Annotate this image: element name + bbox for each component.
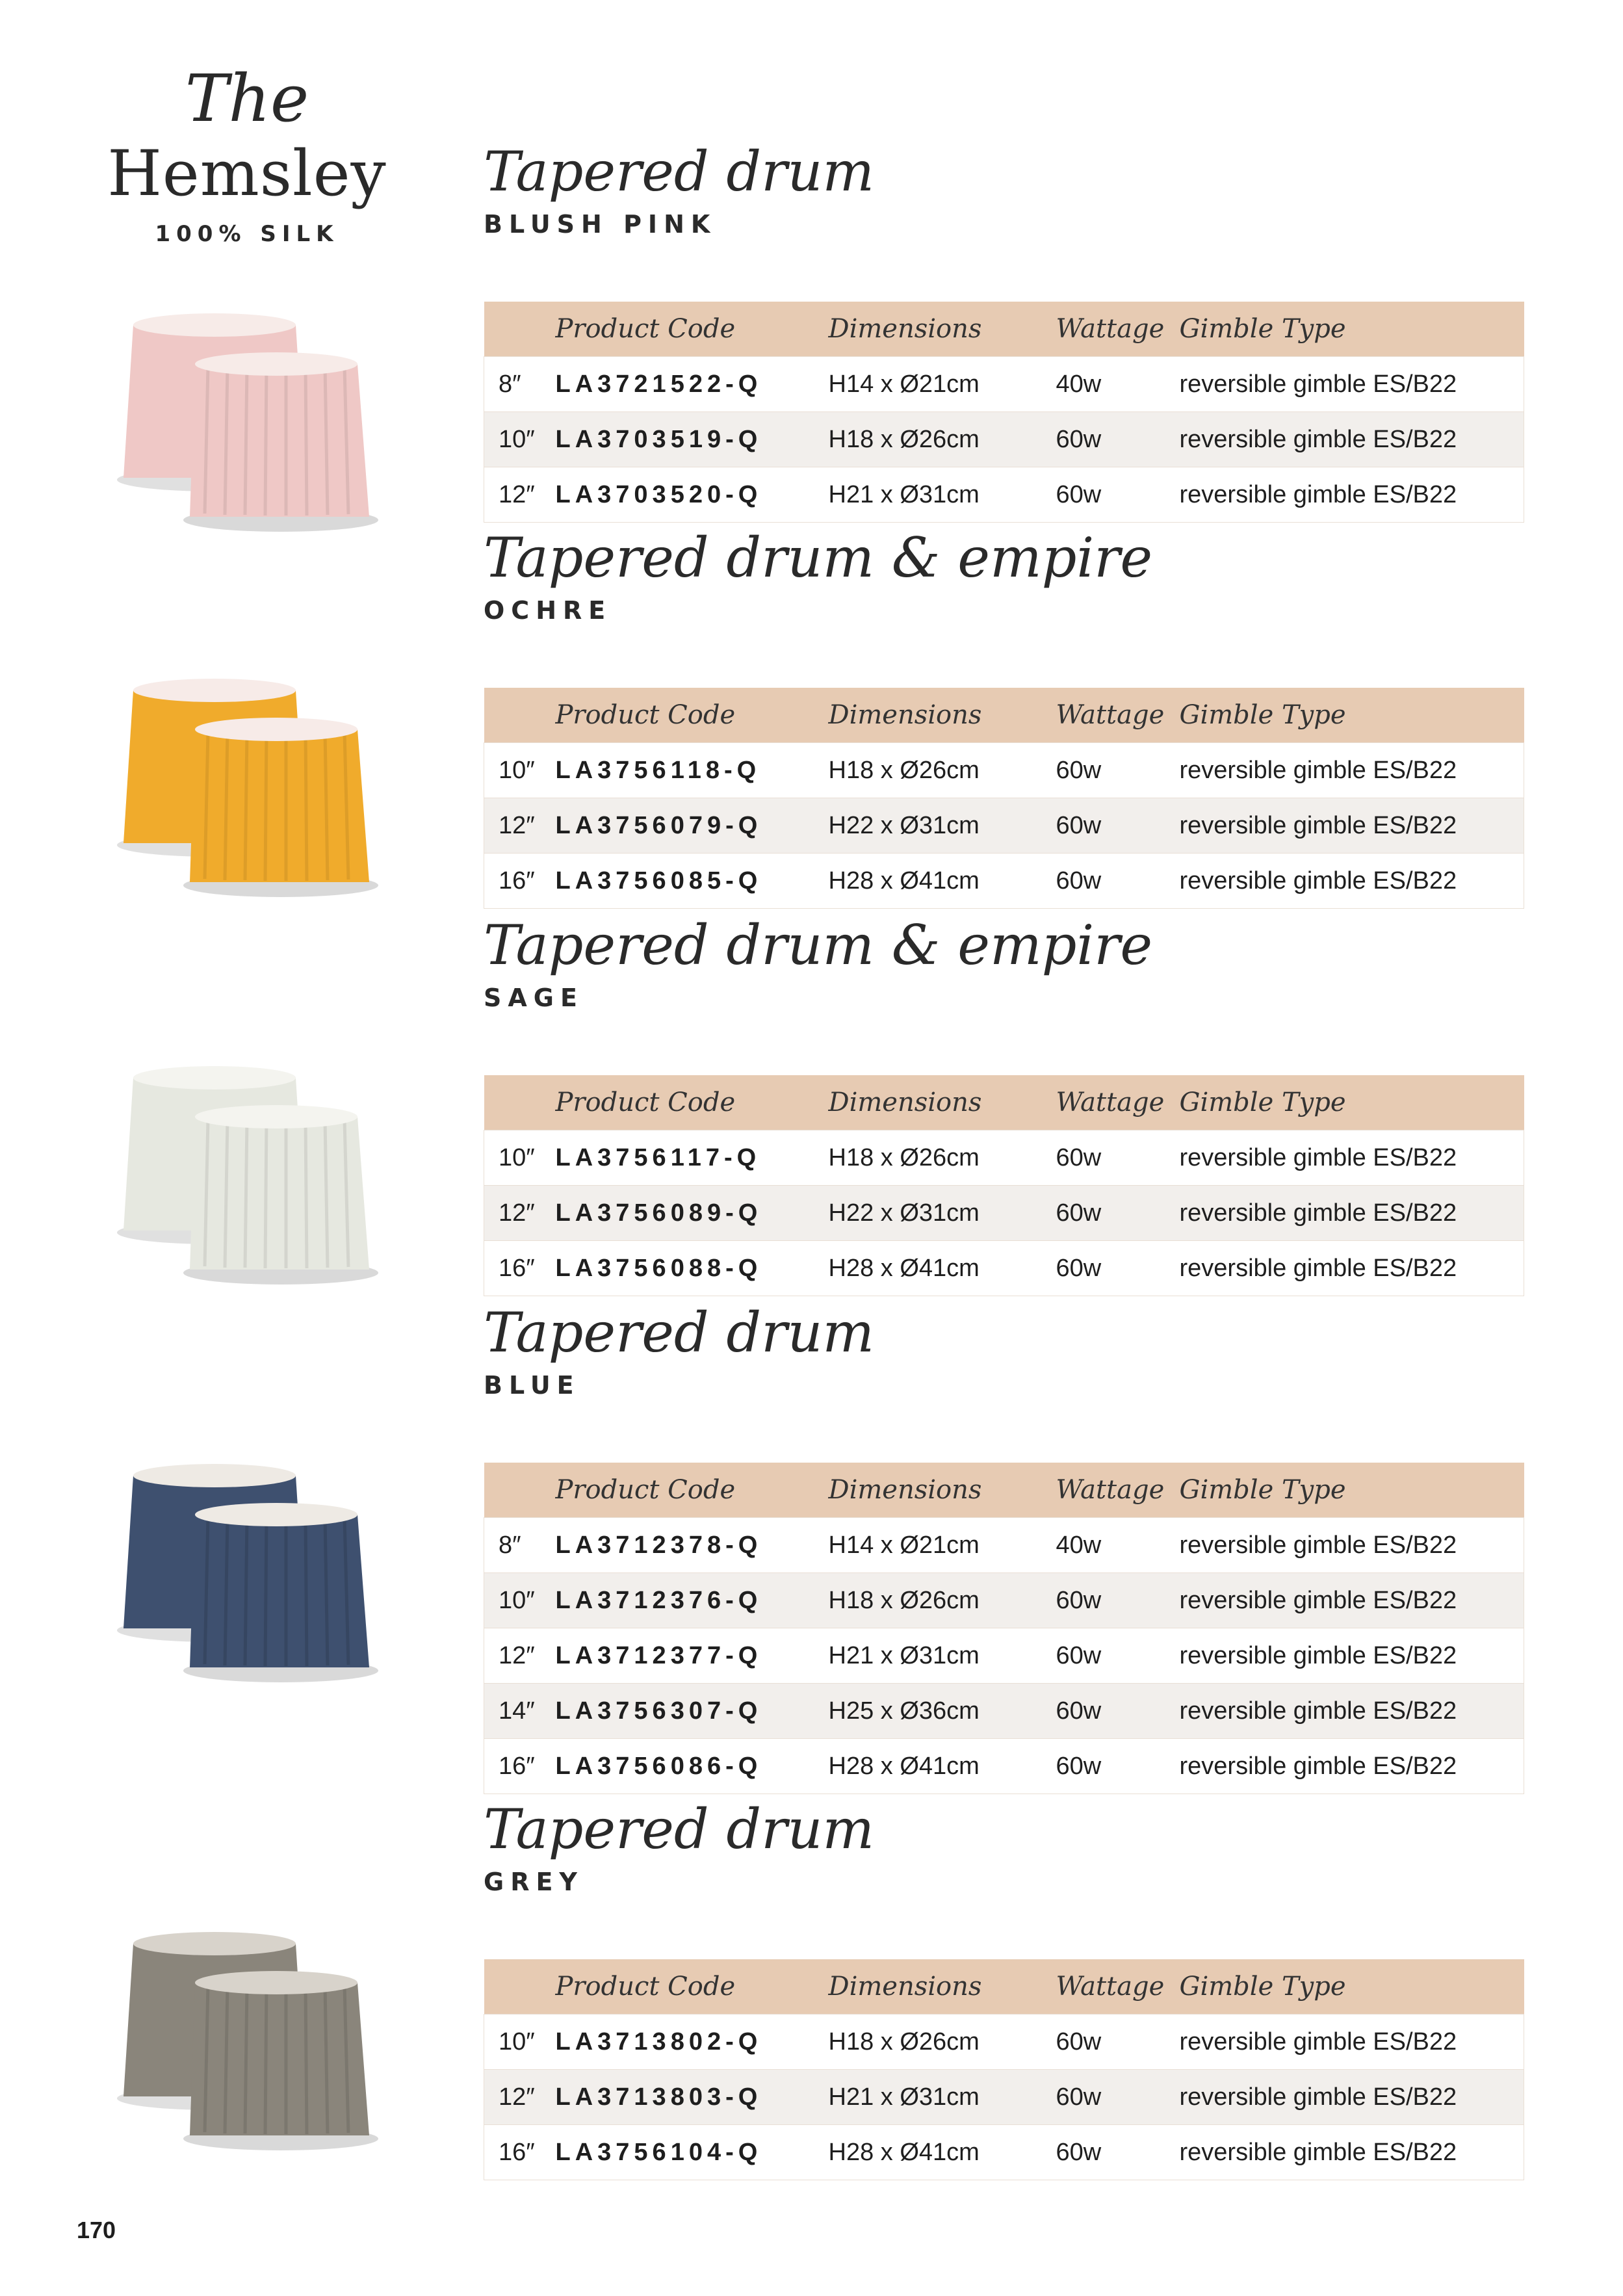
dimensions-cell: H22 x Ø31cm xyxy=(829,798,1056,854)
header-dimensions: Dimensions xyxy=(829,1075,1056,1130)
size-cell: 12″ xyxy=(484,2070,556,2125)
size-cell: 12″ xyxy=(484,1186,556,1241)
shade-front-rim xyxy=(195,1971,357,1994)
section-colour: BLUSH PINK xyxy=(484,210,717,239)
gimble-cell: reversible gimble ES/B22 xyxy=(1180,2070,1524,2125)
header-wattage: Wattage xyxy=(1056,688,1180,743)
page-number: 170 xyxy=(77,2217,116,2243)
header-product-code: Product Code xyxy=(556,302,829,357)
shade-back-rim xyxy=(133,1932,296,1955)
wattage-cell: 40w xyxy=(1056,1518,1180,1573)
header-gimble-type: Gimble Type xyxy=(1180,688,1524,743)
header-product-code: Product Code xyxy=(556,688,829,743)
table-header-row xyxy=(484,688,1524,743)
lampshade-image-sage xyxy=(110,1058,383,1292)
shade-front-body xyxy=(190,1515,369,1667)
dimensions-cell: H21 x Ø31cm xyxy=(829,2070,1056,2125)
header-dimensions: Dimensions xyxy=(829,1959,1056,2015)
table-row xyxy=(484,2125,1524,2180)
table-row xyxy=(484,854,1524,909)
gimble-cell: reversible gimble ES/B22 xyxy=(1180,743,1524,798)
product-code-cell: LA3712378-Q xyxy=(556,1518,829,1573)
header-wattage: Wattage xyxy=(1056,1959,1180,2015)
brand-block xyxy=(97,60,396,247)
product-code-cell: LA3756079-Q xyxy=(556,798,829,854)
table-header-row xyxy=(484,1959,1524,2015)
table-row xyxy=(484,1130,1524,1186)
dimensions-cell: H22 x Ø31cm xyxy=(829,1186,1056,1241)
header-product-code: Product Code xyxy=(556,1959,829,2015)
header-product-code: Product Code xyxy=(556,1075,829,1130)
table-row xyxy=(484,412,1524,467)
wattage-cell: 60w xyxy=(1056,2015,1180,2070)
wattage-cell: 60w xyxy=(1056,1186,1180,1241)
dimensions-cell: H28 x Ø41cm xyxy=(829,1739,1056,1794)
gimble-cell: reversible gimble ES/B22 xyxy=(1180,1739,1524,1794)
dimensions-cell: H25 x Ø36cm xyxy=(829,1684,1056,1739)
product-section-blush-pink xyxy=(484,139,1524,508)
size-cell: 10″ xyxy=(484,412,556,467)
product-code-cell: LA3703519-Q xyxy=(556,412,829,467)
shade-front-rim xyxy=(195,718,357,741)
dimensions-cell: H21 x Ø31cm xyxy=(829,467,1056,523)
header-gimble-type: Gimble Type xyxy=(1180,1463,1524,1518)
gimble-cell: reversible gimble ES/B22 xyxy=(1180,412,1524,467)
spec-table xyxy=(484,1075,1524,1296)
shade-back-rim xyxy=(133,1066,296,1089)
product-code-cell: LA3703520-Q xyxy=(556,467,829,523)
wattage-cell: 60w xyxy=(1056,1573,1180,1628)
section-colour: GREY xyxy=(484,1868,584,1896)
gimble-cell: reversible gimble ES/B22 xyxy=(1180,798,1524,854)
gimble-cell: reversible gimble ES/B22 xyxy=(1180,1684,1524,1739)
product-code-cell: LA3756307-Q xyxy=(556,1684,829,1739)
dimensions-cell: H18 x Ø26cm xyxy=(829,1130,1056,1186)
dimensions-cell: H18 x Ø26cm xyxy=(829,2015,1056,2070)
product-code-cell: LA3712377-Q xyxy=(556,1628,829,1684)
header-dimensions: Dimensions xyxy=(829,688,1056,743)
product-code-cell: LA3756089-Q xyxy=(556,1186,829,1241)
header-gimble-type: Gimble Type xyxy=(1180,1075,1524,1130)
header-dimensions: Dimensions xyxy=(829,1463,1056,1518)
dimensions-cell: H28 x Ø41cm xyxy=(829,1241,1056,1296)
spec-table xyxy=(484,1959,1524,2180)
product-code-cell: LA3713803-Q xyxy=(556,2070,829,2125)
section-title: Tapered drum xyxy=(484,1301,875,1364)
header-size xyxy=(484,1075,556,1130)
gimble-cell: reversible gimble ES/B22 xyxy=(1180,2125,1524,2180)
size-cell: 12″ xyxy=(484,798,556,854)
size-cell: 12″ xyxy=(484,467,556,523)
header-size xyxy=(484,1959,556,2015)
section-colour: OCHRE xyxy=(484,596,612,625)
shade-front-body xyxy=(190,1117,369,1270)
section-title: Tapered drum xyxy=(484,140,875,203)
section-colour: SAGE xyxy=(484,984,584,1012)
wattage-cell: 60w xyxy=(1056,798,1180,854)
gimble-cell: reversible gimble ES/B22 xyxy=(1180,1573,1524,1628)
size-cell: 8″ xyxy=(484,357,556,412)
table-header-row xyxy=(484,302,1524,357)
shade-back-rim xyxy=(133,1464,296,1487)
product-code-cell: LA3756104-Q xyxy=(556,2125,829,2180)
section-title: Tapered drum & empire xyxy=(484,526,1153,590)
brand-prefix: The xyxy=(185,60,309,137)
header-wattage: Wattage xyxy=(1056,302,1180,357)
header-product-code: Product Code xyxy=(556,1463,829,1518)
table-row xyxy=(484,1573,1524,1628)
wattage-cell: 60w xyxy=(1056,854,1180,909)
brand-name: Hemsley xyxy=(107,137,387,210)
gimble-cell: reversible gimble ES/B22 xyxy=(1180,2015,1524,2070)
dimensions-cell: H14 x Ø21cm xyxy=(829,357,1056,412)
dimensions-cell: H21 x Ø31cm xyxy=(829,1628,1056,1684)
lampshade-image-blue xyxy=(110,1456,383,1690)
spec-table xyxy=(484,302,1524,523)
gimble-cell: reversible gimble ES/B22 xyxy=(1180,1518,1524,1573)
shade-front-body xyxy=(190,364,369,517)
table-row xyxy=(484,467,1524,523)
gimble-cell: reversible gimble ES/B22 xyxy=(1180,467,1524,523)
wattage-cell: 60w xyxy=(1056,1739,1180,1794)
header-size xyxy=(484,302,556,357)
shade-back-rim xyxy=(133,313,296,337)
wattage-cell: 60w xyxy=(1056,1130,1180,1186)
table-row xyxy=(484,1739,1524,1794)
brand-material: 100% SILK xyxy=(155,221,339,247)
product-code-cell: LA3712376-Q xyxy=(556,1573,829,1628)
table-row xyxy=(484,743,1524,798)
dimensions-cell: H14 x Ø21cm xyxy=(829,1518,1056,1573)
size-cell: 16″ xyxy=(484,2125,556,2180)
table-header-row xyxy=(484,1463,1524,1518)
size-cell: 8″ xyxy=(484,1518,556,1573)
shade-front-rim xyxy=(195,352,357,376)
gimble-cell: reversible gimble ES/B22 xyxy=(1180,1130,1524,1186)
product-code-cell: LA3756117-Q xyxy=(556,1130,829,1186)
table-row xyxy=(484,1628,1524,1684)
table-row xyxy=(484,2015,1524,2070)
shade-front-body xyxy=(190,1983,369,2135)
product-code-cell: LA3756088-Q xyxy=(556,1241,829,1296)
wattage-cell: 40w xyxy=(1056,357,1180,412)
lampshade-image-blush-pink xyxy=(110,306,383,540)
section-title: Tapered drum & empire xyxy=(484,913,1153,977)
lampshade-image-grey xyxy=(110,1924,383,2158)
table-row xyxy=(484,1684,1524,1739)
product-code-cell: LA3756085-Q xyxy=(556,854,829,909)
shade-front-rim xyxy=(195,1503,357,1526)
product-section-blue xyxy=(484,1300,1524,1780)
gimble-cell: reversible gimble ES/B22 xyxy=(1180,357,1524,412)
shade-back-rim xyxy=(133,679,296,702)
size-cell: 16″ xyxy=(484,1739,556,1794)
header-gimble-type: Gimble Type xyxy=(1180,1959,1524,2015)
gimble-cell: reversible gimble ES/B22 xyxy=(1180,1628,1524,1684)
wattage-cell: 60w xyxy=(1056,743,1180,798)
product-code-cell: LA3721522-Q xyxy=(556,357,829,412)
header-wattage: Wattage xyxy=(1056,1075,1180,1130)
size-cell: 14″ xyxy=(484,1684,556,1739)
header-gimble-type: Gimble Type xyxy=(1180,302,1524,357)
dimensions-cell: H18 x Ø26cm xyxy=(829,743,1056,798)
table-row xyxy=(484,1518,1524,1573)
wattage-cell: 60w xyxy=(1056,1628,1180,1684)
header-size xyxy=(484,688,556,743)
header-wattage: Wattage xyxy=(1056,1463,1180,1518)
table-row xyxy=(484,1241,1524,1296)
shade-front-rim xyxy=(195,1105,357,1128)
product-code-cell: LA3756086-Q xyxy=(556,1739,829,1794)
size-cell: 10″ xyxy=(484,1130,556,1186)
size-cell: 16″ xyxy=(484,854,556,909)
dimensions-cell: H18 x Ø26cm xyxy=(829,1573,1056,1628)
wattage-cell: 60w xyxy=(1056,1241,1180,1296)
table-row xyxy=(484,1186,1524,1241)
dimensions-cell: H28 x Ø41cm xyxy=(829,854,1056,909)
table-header-row xyxy=(484,1075,1524,1130)
shade-front-body xyxy=(190,729,369,882)
table-row xyxy=(484,2070,1524,2125)
size-cell: 10″ xyxy=(484,743,556,798)
header-dimensions: Dimensions xyxy=(829,302,1056,357)
dimensions-cell: H28 x Ø41cm xyxy=(829,2125,1056,2180)
size-cell: 10″ xyxy=(484,2015,556,2070)
product-code-cell: LA3713802-Q xyxy=(556,2015,829,2070)
wattage-cell: 60w xyxy=(1056,2070,1180,2125)
product-section-sage xyxy=(484,913,1524,1282)
wattage-cell: 60w xyxy=(1056,2125,1180,2180)
table-row xyxy=(484,357,1524,412)
table-row xyxy=(484,798,1524,854)
gimble-cell: reversible gimble ES/B22 xyxy=(1180,1241,1524,1296)
header-size xyxy=(484,1463,556,1518)
dimensions-cell: H18 x Ø26cm xyxy=(829,412,1056,467)
wattage-cell: 60w xyxy=(1056,467,1180,523)
spec-table xyxy=(484,1463,1524,1794)
size-cell: 12″ xyxy=(484,1628,556,1684)
gimble-cell: reversible gimble ES/B22 xyxy=(1180,1186,1524,1241)
wattage-cell: 60w xyxy=(1056,412,1180,467)
product-section-grey xyxy=(484,1797,1524,2166)
size-cell: 16″ xyxy=(484,1241,556,1296)
spec-table xyxy=(484,688,1524,909)
lampshade-image-ochre xyxy=(110,671,383,905)
product-code-cell: LA3756118-Q xyxy=(556,743,829,798)
wattage-cell: 60w xyxy=(1056,1684,1180,1739)
section-colour: BLUE xyxy=(484,1371,580,1400)
section-title: Tapered drum xyxy=(484,1797,875,1861)
product-section-ochre xyxy=(484,525,1524,894)
size-cell: 10″ xyxy=(484,1573,556,1628)
gimble-cell: reversible gimble ES/B22 xyxy=(1180,854,1524,909)
